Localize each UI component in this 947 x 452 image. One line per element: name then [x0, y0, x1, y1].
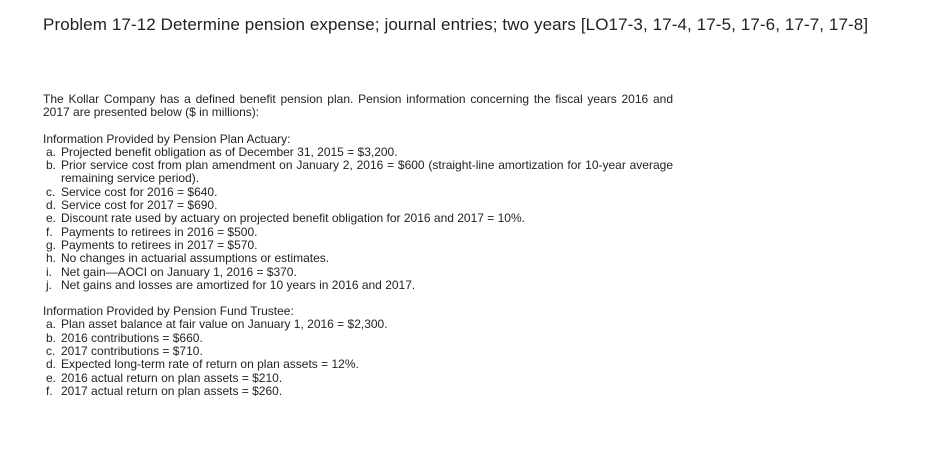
item-text: Plan asset balance at fair value on January 1, 2016 = $2,300.: [61, 317, 388, 332]
list-item: [43, 332, 673, 345]
item-marker: b.: [46, 330, 57, 345]
item-text: Payments to retirees in 2017 = $570.: [61, 237, 258, 252]
item-marker: f.: [46, 383, 53, 398]
item-marker: e.: [46, 211, 57, 226]
list-item: [43, 252, 673, 265]
item-text: 2016 actual return on plan assets = $210.: [61, 370, 283, 385]
list-item: [43, 345, 673, 358]
list-item: [43, 186, 673, 199]
list-item: [43, 266, 673, 279]
list-item: [43, 226, 673, 239]
list-item: [43, 159, 673, 186]
item-text: Service cost for 2016 = $640.: [61, 184, 218, 199]
list-item: [43, 318, 673, 331]
item-marker: c.: [46, 344, 56, 359]
item-marker: c.: [46, 184, 56, 199]
item-text: No changes in actuarial assumptions or estimates.: [61, 251, 330, 266]
item-text: Discount rate used by actuary on projected benefit obligation for 2016 and 2017 = 10%.: [61, 211, 525, 226]
item-text: 2017 contributions = $710.: [61, 344, 203, 359]
item-text: Service cost for 2017 = $690.: [61, 198, 218, 213]
item-text: 2016 contributions = $660.: [61, 330, 203, 345]
list-item: [43, 199, 673, 212]
item-marker: d.: [46, 198, 57, 213]
trustee-heading: Information Provided by Pension Fund Trustee:: [43, 304, 294, 319]
item-marker: d.: [46, 357, 57, 372]
list-item: [43, 239, 673, 252]
actuary-heading: Information Provided by Pension Plan Actuary:: [43, 131, 291, 146]
problem-body: [43, 93, 673, 398]
item-marker: f.: [46, 224, 53, 239]
item-marker: a.: [46, 317, 57, 332]
item-text: Net gain—AOCI on January 1, 2016 = $370.: [61, 264, 297, 279]
trustee-section: [43, 305, 673, 398]
item-marker: b.: [46, 158, 57, 173]
list-item: [43, 385, 673, 398]
item-marker: e.: [46, 370, 57, 385]
list-item: [43, 146, 673, 159]
list-item: [43, 358, 673, 371]
list-item: [43, 212, 673, 225]
list-item: [43, 372, 673, 385]
actuary-list: [43, 146, 673, 292]
item-text: Payments to retirees in 2016 = $500.: [61, 224, 258, 239]
problem-title: Problem 17-12 Determine pension expense; journal entries; two years [LO17-3, 17-4, 17-5, 17-6, 17-7, 17-8]: [43, 15, 869, 34]
item-text: Expected long-term rate of return on plan assets = 12%.: [61, 357, 359, 372]
item-marker: j.: [46, 277, 52, 292]
item-text: Projected benefit obligation as of December 31, 2015 = $3,200.: [61, 144, 398, 159]
trustee-list: [43, 318, 673, 398]
item-marker: h.: [46, 251, 57, 266]
actuary-section: [43, 133, 673, 293]
item-marker: g.: [46, 237, 57, 252]
item-marker: a.: [46, 144, 57, 159]
item-marker: i.: [46, 264, 52, 279]
item-text: 2017 actual return on plan assets = $260.: [61, 383, 283, 398]
intro-paragraph: The Kollar Company has a defined benefit pension plan. Pension information concerning the fiscal years 2016 and 2017 are presented below ($ in millions):: [43, 92, 673, 120]
list-item: [43, 279, 673, 292]
item-text: Prior service cost from plan amendment on January 2, 2016 = $600 (straight-line amortization for 10-year average remaining service period).: [61, 158, 673, 186]
item-text: Net gains and losses are amortized for 10 years in 2016 and 2017.: [61, 277, 416, 292]
